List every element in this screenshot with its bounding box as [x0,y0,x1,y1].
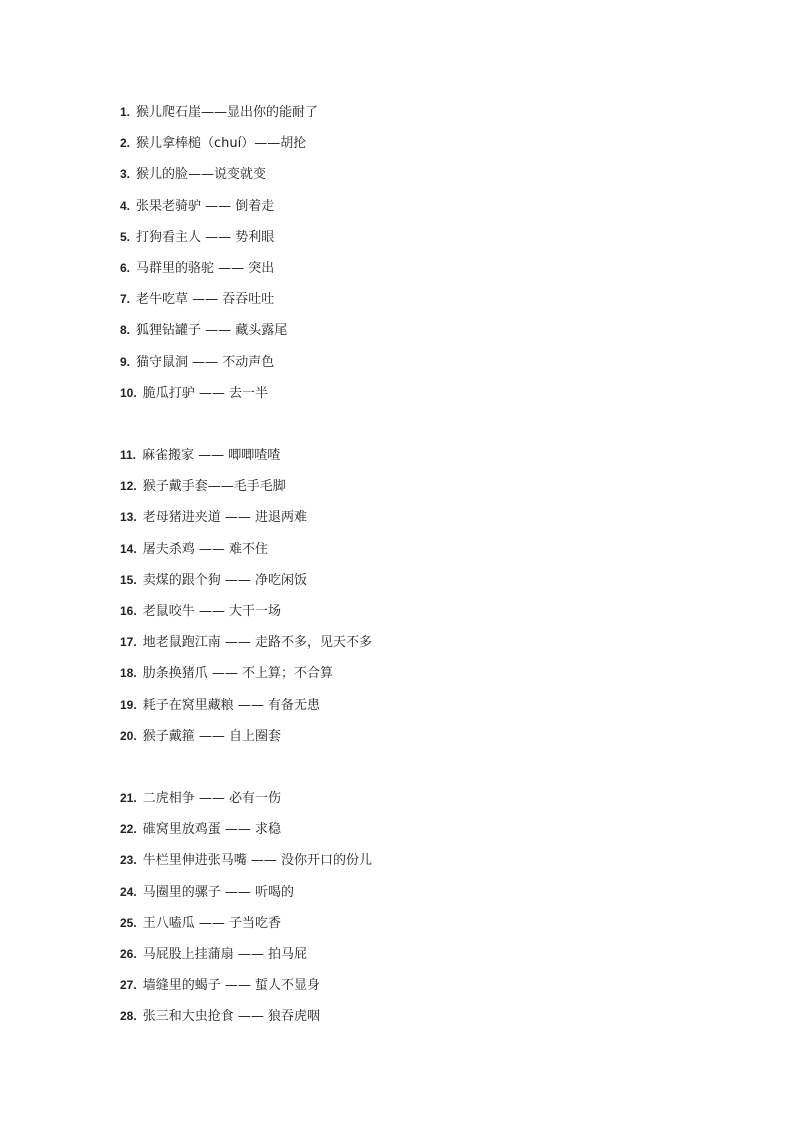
list-group-3 [120,786,372,1036]
item-text: 马屁股上挂蒲扇 —— 拍马屁 [142,946,307,962]
item-number: 8. [120,323,131,338]
item-number: 17. [120,635,137,650]
item-text: 猫守鼠洞 —— 不动声色 [136,354,275,370]
item-text: 狐狸钻罐子 —— 藏头露尾 [136,323,288,339]
list-item [120,817,372,848]
item-number: 27. [120,978,137,993]
item-number: 7. [120,292,131,307]
list-item [120,661,372,692]
list-item [120,381,318,412]
list-item [120,599,372,630]
list-item [120,256,318,287]
list-item [120,911,372,942]
item-number: 3. [120,167,131,182]
item-text: 肋条换猪爪 —— 不上算；不合算 [142,666,333,682]
item-number: 13. [120,510,137,525]
list-item [120,505,372,536]
item-number: 12. [120,479,137,494]
item-number: 19. [120,697,137,712]
list-item [120,880,372,911]
list-group-2 [120,443,372,755]
item-number: 5. [120,229,131,244]
item-text: 二虎相争 —— 必有一伤 [142,791,281,806]
list-item [120,162,318,193]
list-item [120,537,372,568]
item-number: 20. [120,728,137,743]
list-item [120,287,318,318]
list-item [120,474,372,505]
item-number: 14. [120,541,137,556]
item-text: 地老鼠跑江南 —— 走路不多，见天不多 [142,635,372,651]
item-text: 老鼠咬牛 —— 大干一场 [142,603,281,619]
list-item [120,786,372,817]
item-text: 张三和大虫抢食 —— 狼吞虎咽 [142,1009,320,1025]
item-text: 老牛吃草 —— 吞吞吐吐 [136,292,275,308]
item-text: 王八嗑瓜 —— 子当吃香 [142,915,281,931]
item-number: 1. [120,105,131,119]
list-item [120,848,372,879]
list-item [120,318,318,349]
item-number: 16. [120,603,137,618]
item-text: 打狗看主人 —— 势利眼 [136,229,275,245]
item-number: 18. [120,666,137,681]
item-number: 28. [120,1009,137,1024]
item-text: 猴子戴手套——毛手毛脚 [142,479,286,495]
item-number: 6. [120,260,131,275]
list-item [120,568,372,599]
item-text: 猴儿拿棒槌（chuí）——胡抡 [136,136,307,152]
item-number: 24. [120,884,137,899]
item-text: 卖煤的跟个狗 —— 净吃闲饭 [142,572,307,588]
item-text: 碓窝里放鸡蛋 —— 求稳 [142,822,281,838]
item-text: 张果老骑驴 —— 倒着走 [136,198,275,214]
item-text: 猴儿爬石崖——显出你的能耐了 [136,105,319,120]
item-text: 猴子戴箍 —— 自上圈套 [142,728,281,744]
item-text: 老母猪进夹道 —— 进退两难 [142,510,307,526]
list-item [120,942,372,973]
item-text: 脆瓜打驴 —— 去一半 [142,385,268,401]
item-text: 麻雀搬家 —— 唧唧喳喳 [142,448,281,463]
item-text: 猴儿的脸——说变就变 [136,167,267,183]
item-number: 2. [120,136,131,151]
list-item [120,350,318,381]
item-number: 25. [120,915,137,930]
item-number: 21. [120,791,137,805]
list-item [120,100,318,131]
item-text: 牛栏里伸进张马嘴 —— 没你开口的份儿 [142,853,372,869]
list-item [120,693,372,724]
item-text: 屠夫杀鸡 —— 难不住 [142,541,268,557]
item-number: 22. [120,822,137,837]
list-item [120,194,318,225]
list-group-1 [120,100,318,412]
item-number: 26. [120,946,137,961]
item-number: 15. [120,572,137,587]
item-text: 墙缝里的蝎子 —— 蜇人不显身 [142,978,320,994]
item-text: 马圈里的骡子 —— 听喝的 [142,884,294,900]
item-number: 4. [120,198,131,213]
item-number: 9. [120,354,131,369]
list-item [120,225,318,256]
item-number: 23. [120,853,137,868]
item-number: 11. [120,448,137,462]
list-item [120,724,372,755]
list-item [120,131,318,162]
item-text: 马群里的骆驼 —— 突出 [136,260,275,276]
list-item [120,973,372,1004]
item-text: 耗子在窝里藏粮 —— 有备无患 [142,697,320,713]
item-number: 10. [120,385,137,400]
list-item [120,630,372,661]
list-item [120,443,372,474]
list-item [120,1004,372,1035]
